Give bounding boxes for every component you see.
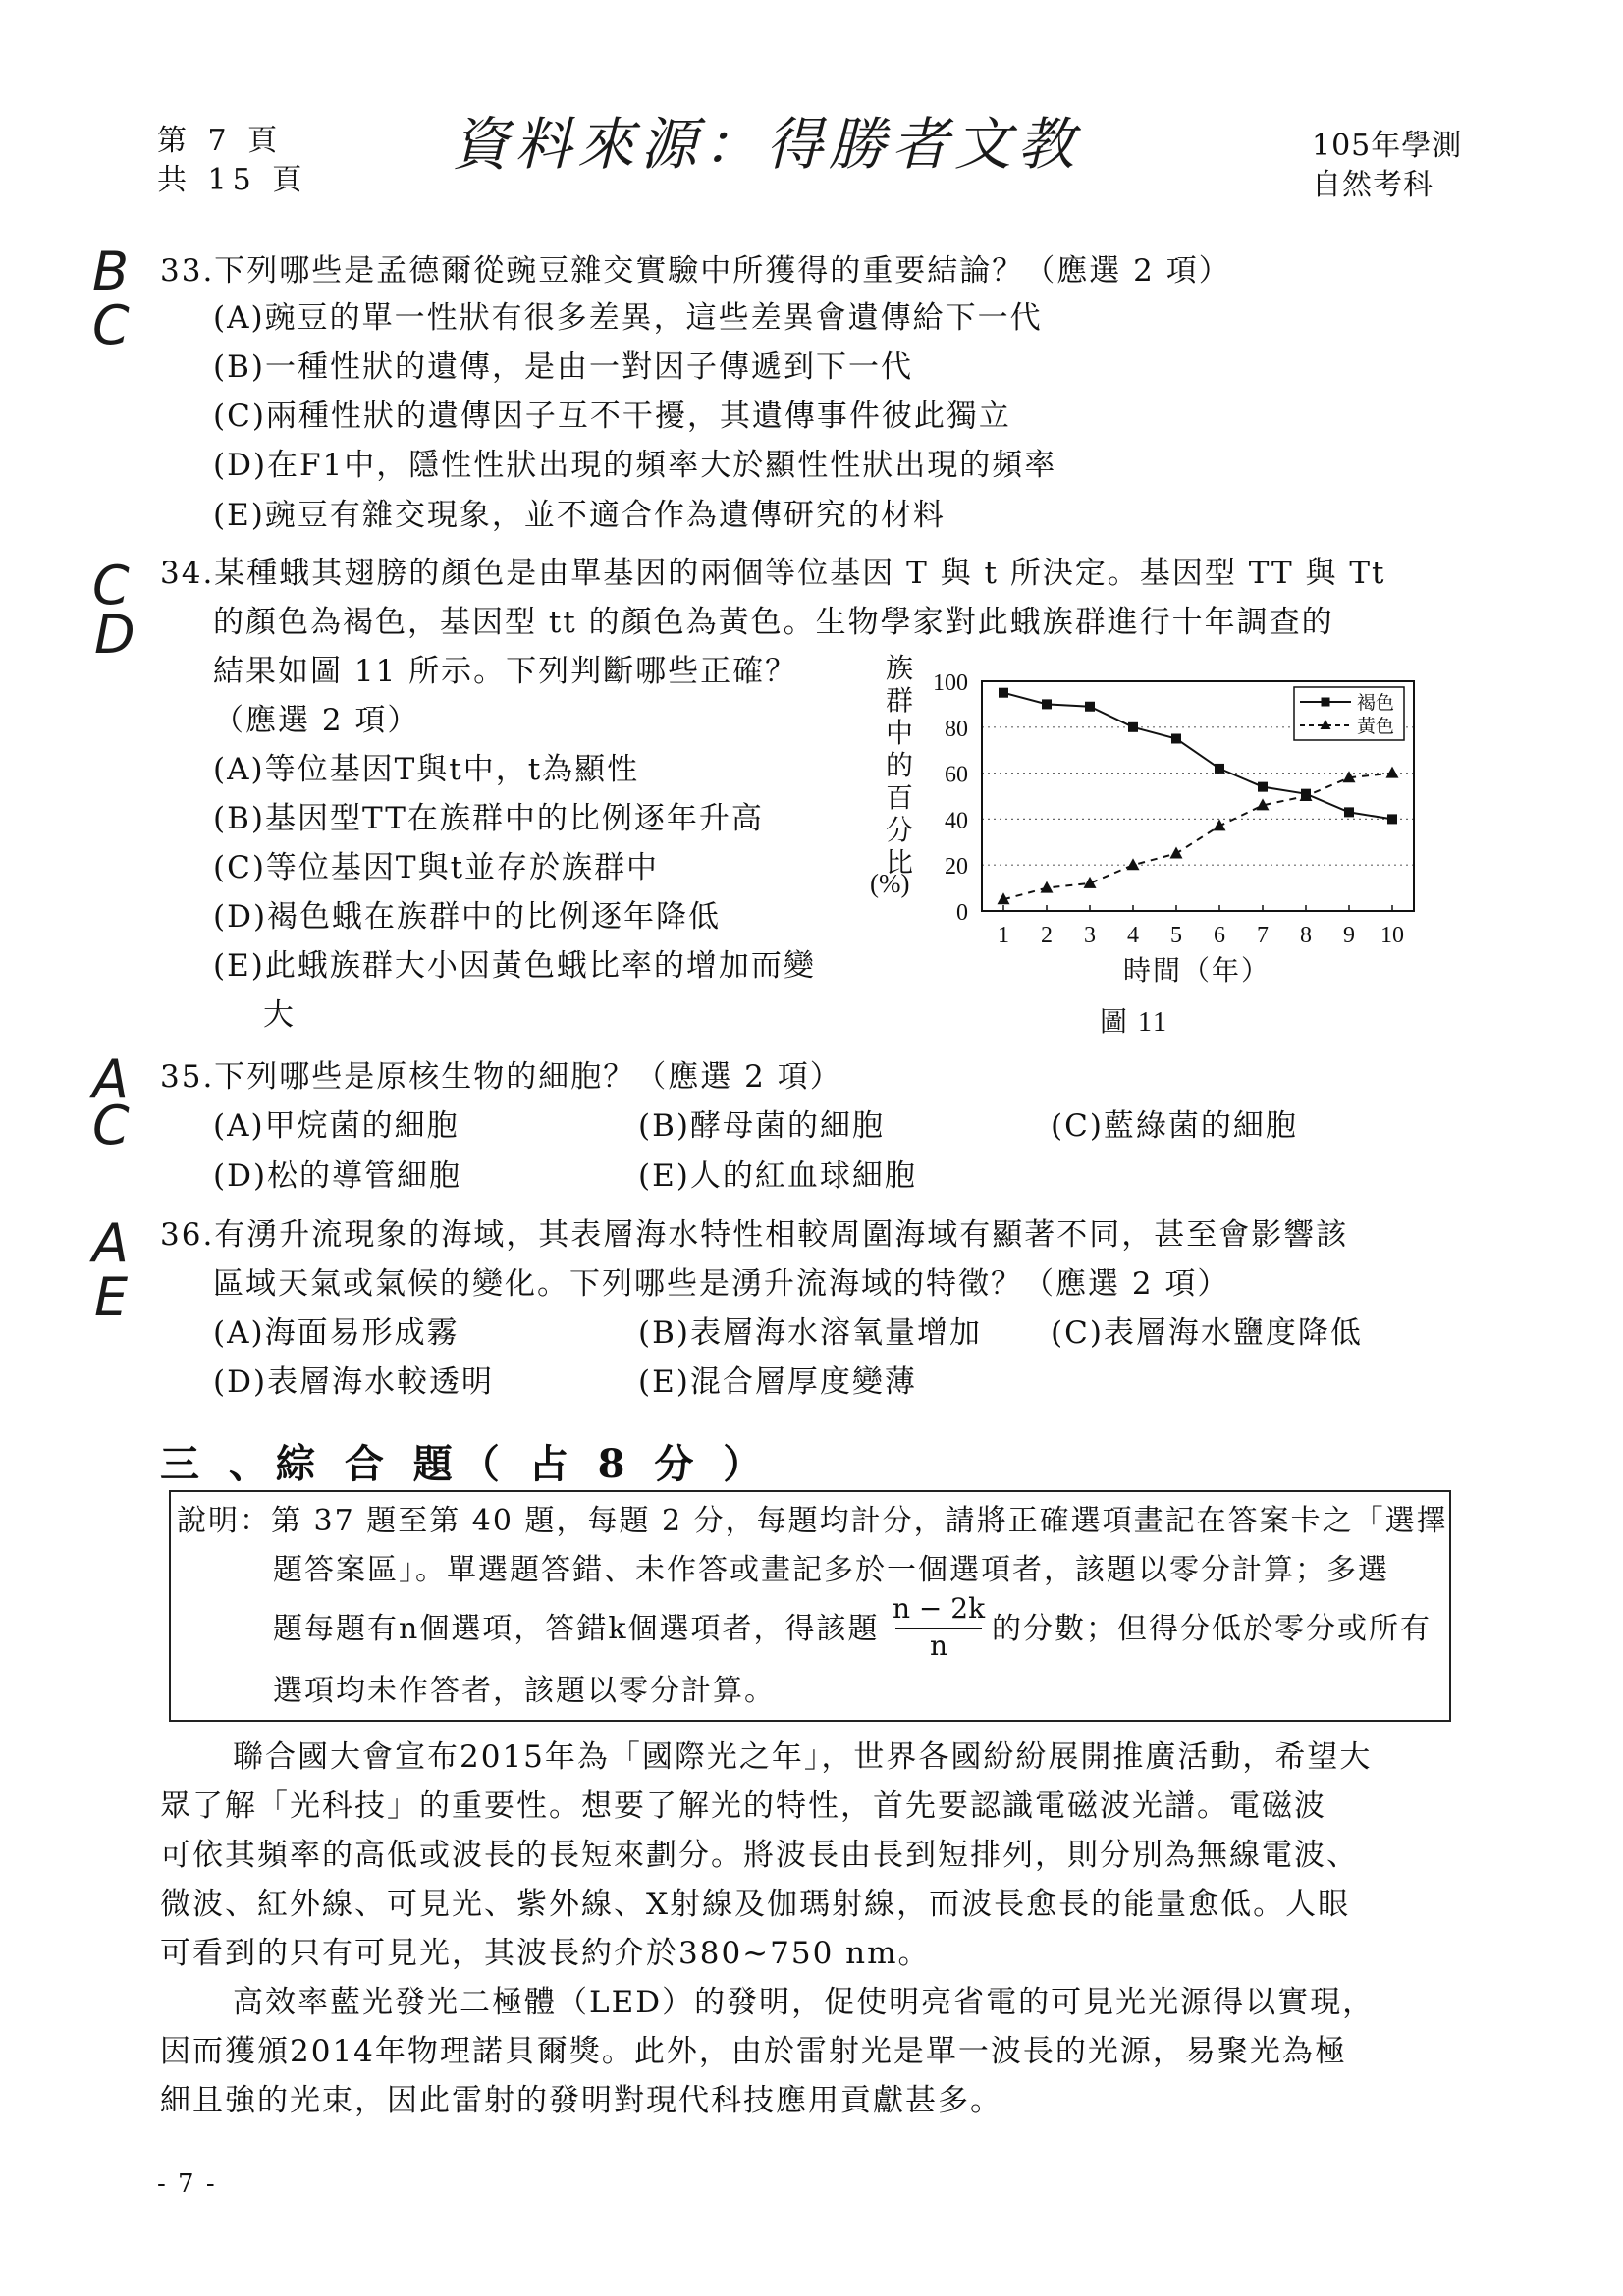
q34-option-e-wrap: 大 [263, 997, 296, 1033]
data-point-triangle [1386, 767, 1399, 778]
y-label-char: 分 [885, 816, 913, 846]
x-tick-label: 2 [1041, 923, 1053, 948]
passage-p1-line4: 微波、紅外線、可見光、紫外線、X射線及伽瑪射線，而波長愈長的能量愈低。人眼 [160, 1887, 1351, 1922]
chart-legend [1294, 687, 1404, 740]
q33-option-b: (B)一種性狀的遺傳，是由一對因子傳遞到下一代 [213, 349, 913, 385]
q34-stem-line1: 34.某種蛾其翅膀的顏色是由單基因的兩個等位基因 T 與 t 所決定。基因型 TT 與 Tt [160, 556, 1386, 591]
x-tick-label: 1 [998, 923, 1009, 948]
data-point-square [1344, 807, 1354, 817]
q35-option-e: (E)人的紅血球細胞 [638, 1158, 917, 1194]
data-point-square [1258, 782, 1268, 792]
q36-option-e: (E)混合層厚度變薄 [638, 1364, 917, 1400]
y-label-char: 族 [885, 654, 913, 684]
data-point-square [999, 688, 1008, 698]
handwritten-source-note: 資料來源：得勝者文教 [452, 111, 1081, 178]
legend-label: 褐色 [1357, 692, 1395, 714]
q34-stem-line3: 結果如圖 11 所示。下列判斷哪些正確？ [213, 654, 798, 689]
handwritten-answer-33-2: C [92, 294, 130, 356]
instruction-line2: 題答案區」。單選題答錯、未作答或畫記多於一個選項者，該題以零分計算；多選 [273, 1553, 1389, 1587]
chart-y-axis-unit: (%) [870, 869, 910, 898]
x-tick-label: 5 [1170, 923, 1182, 948]
exam-subject: 自然考科 [1312, 168, 1434, 202]
exam-year: 105年學測 [1312, 129, 1463, 163]
x-tick-label: 4 [1127, 923, 1139, 948]
q33-option-d: (D)在F1中，隱性性狀出現的頻率大於顯性性狀出現的頻率 [213, 448, 1057, 483]
data-point-triangle [1214, 819, 1226, 830]
legend-label: 黃色 [1357, 716, 1395, 737]
passage-p1-line2: 眾了解「光科技」的重要性。想要了解光的特性，首先要認識電磁波光譜。電磁波 [160, 1789, 1326, 1824]
data-point-triangle [1041, 881, 1054, 893]
q33-option-a: (A)豌豆的單一性狀有很多差異，這些差異會遺傳給下一代 [213, 300, 1043, 336]
passage-p2-line1: 高效率藍光發光二極體（LED）的發明，促使明亮省電的可見光光源得以實現， [233, 1985, 1376, 2020]
q35-option-d: (D)松的導管細胞 [213, 1158, 462, 1194]
handwritten-answer-36-1: A [92, 1212, 129, 1274]
instruction-line1: 說明：第 37 題至第 40 題，每題 2 分，每題均計分，請將正確選項畫記在答案卡之「選擇 [177, 1504, 1448, 1538]
instruction-line3b: 的分數；但得分低於零分或所有 [992, 1612, 1432, 1646]
y-label-char: 百 [885, 783, 913, 814]
y-tick-label: 0 [956, 900, 968, 926]
data-point-triangle [1170, 847, 1183, 859]
handwritten-answer-34-1: C [92, 555, 130, 616]
q33-option-e: (E)豌豆有雜交現象，並不適合作為遺傳研究的材料 [213, 498, 946, 533]
y-label-char: 比 [885, 848, 913, 879]
chart-x-axis-label: 時間（年） [1123, 956, 1271, 987]
y-label-char: 中 [885, 719, 913, 749]
chart-title: 圖 11 [1100, 1007, 1168, 1038]
fraction-denominator: n [929, 1629, 948, 1662]
handwritten-answer-35-2: C [92, 1095, 130, 1156]
q35-option-b: (B)酵母菌的細胞 [638, 1108, 885, 1144]
data-point-square [1387, 814, 1397, 824]
passage-p2-line3: 細且強的光束，因此雷射的發明對現代科技應用貢獻甚多。 [160, 2083, 1002, 2118]
data-point-square [1171, 734, 1181, 744]
data-point-square [1042, 699, 1052, 709]
x-tick-label: 6 [1214, 923, 1225, 948]
y-label-char: 的 [885, 751, 913, 781]
q36-stem-line2: 區域天氣或氣候的變化。下列哪些是湧升流海域的特徵？（應選 2 項） [213, 1266, 1230, 1302]
q34-option-b: (B)基因型TT在族群中的比例逐年升高 [213, 801, 764, 836]
y-tick-label: 40 [945, 808, 968, 834]
y-tick-label: 100 [933, 670, 968, 696]
q36-stem-line1: 36.有湧升流現象的海域，其表層海水特性相較周圍海域有顯著不同，甚至會影響該 [160, 1217, 1349, 1253]
q34-option-e: (E)此蛾族群大小因黃色蛾比率的增加而變 [213, 948, 816, 984]
handwritten-answer-33-1: B [92, 240, 130, 302]
passage-p1-line1: 聯合國大會宣布2015年為「國際光之年」，世界各國紛紛展開推廣活動，希望大 [233, 1739, 1373, 1775]
q34-option-c: (C)等位基因T與t並存於族群中 [213, 850, 660, 885]
data-point-square [1085, 702, 1095, 712]
x-tick-label: 3 [1084, 923, 1096, 948]
x-tick-label: 10 [1380, 923, 1404, 948]
handwritten-answer-36-2: E [94, 1266, 129, 1328]
population-line-chart [923, 667, 1434, 962]
passage-p1-line3: 可依其頻率的高低或波長的長短來劃分。將波長由長到短排列，則分別為無線電波、 [160, 1838, 1359, 1873]
passage-p1-line5: 可看到的只有可見光，其波長約介於380~750 nm。 [160, 1936, 931, 1971]
instruction-line3a: 題每題有n個選項，答錯k個選項者，得該題 [273, 1612, 880, 1646]
q34-stem-line4: （應選 2 項） [213, 703, 420, 738]
q35-stem: 35.下列哪些是原核生物的細胞？（應選 2 項） [160, 1059, 842, 1095]
data-point-square [1215, 764, 1224, 774]
q36-option-d: (D)表層海水較透明 [213, 1364, 495, 1400]
q36-option-c: (C)表層海水鹽度降低 [1051, 1315, 1363, 1351]
data-point-square [1128, 722, 1138, 732]
chart-y-ticks [933, 670, 968, 926]
handwritten-answer-35-1: A [92, 1048, 129, 1110]
passage-p2-line2: 因而獲頒2014年物理諾貝爾獎。此外，由於雷射光是單一波長的光源，易聚光為極 [160, 2034, 1347, 2069]
x-tick-label: 9 [1343, 923, 1355, 948]
section-3-title: 三 、綜 合 題（ 占 8 分 ） [160, 1441, 771, 1487]
footer-page-number: - 7 - [157, 2169, 217, 2199]
handwritten-answer-34-2: D [94, 604, 135, 666]
series-line-1 [1003, 774, 1392, 900]
q34-option-d: (D)褐色蛾在族群中的比例逐年降低 [213, 899, 722, 934]
q35-option-a: (A)甲烷菌的細胞 [213, 1108, 460, 1144]
q33-option-c: (C)兩種性狀的遺傳因子互不干擾，其遺傳事件彼此獨立 [213, 399, 1011, 434]
q34-stem-line2: 的顏色為褐色，基因型 tt 的顏色為黃色。生物學家對此蛾族群進行十年調查的 [213, 605, 1334, 640]
x-tick-label: 7 [1257, 923, 1269, 948]
y-tick-label: 80 [945, 716, 968, 742]
instruction-line4: 選項均未作答者，該題以零分計算。 [273, 1674, 776, 1708]
fraction-numerator: n − 2k [892, 1592, 986, 1625]
chart-y-axis-label [883, 653, 916, 880]
score-fraction [890, 1592, 988, 1663]
total-pages-line: 共 15 頁 [157, 163, 308, 197]
y-tick-label: 60 [945, 762, 968, 788]
y-tick-label: 20 [945, 854, 968, 881]
page-number-line: 第 7 頁 [157, 124, 284, 158]
q36-option-a: (A)海面易形成霧 [213, 1315, 460, 1351]
q33-stem: 33.下列哪些是孟德爾從豌豆雜交實驗中所獲得的重要結論？（應選 2 項） [160, 253, 1231, 289]
data-point-triangle [1127, 858, 1140, 870]
y-label-char: 群 [885, 686, 913, 717]
x-tick-label: 8 [1300, 923, 1312, 948]
q36-option-b: (B)表層海水溶氧量增加 [638, 1315, 982, 1351]
q34-option-a: (A)等位基因T與t中，t為顯性 [213, 752, 640, 787]
q35-option-c: (C)藍綠菌的細胞 [1051, 1108, 1298, 1144]
legend-marker-square [1322, 698, 1330, 707]
